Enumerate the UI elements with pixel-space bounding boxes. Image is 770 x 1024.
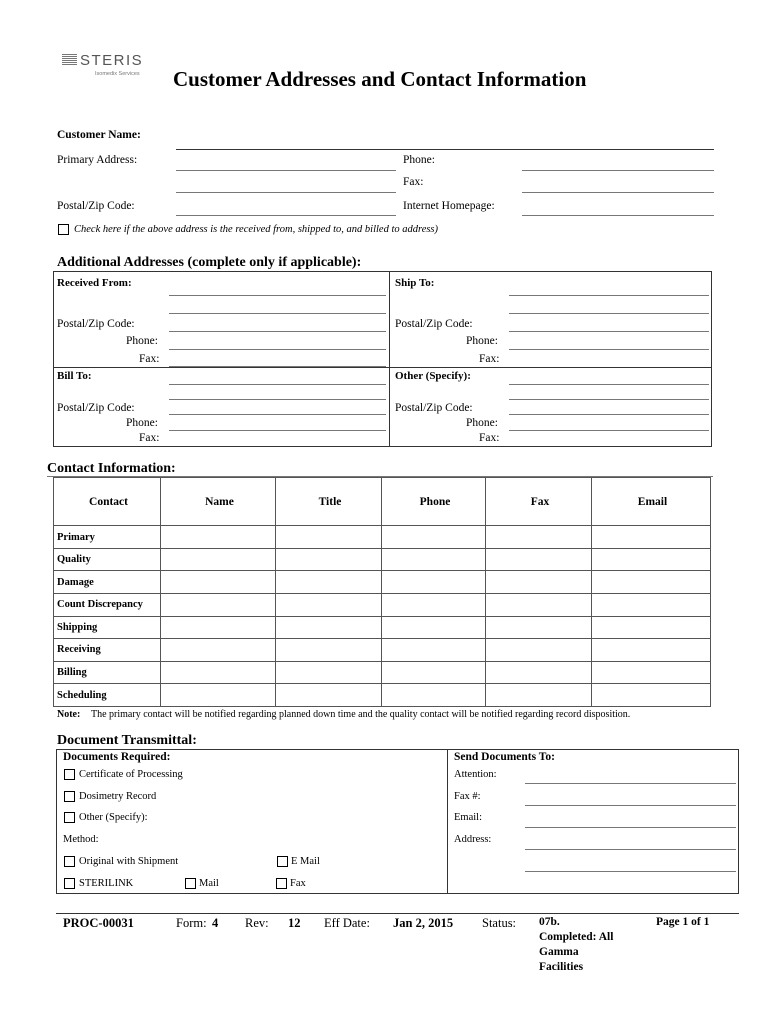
received-from-phone-field[interactable] [169,349,386,350]
cell[interactable] [276,593,382,616]
homepage-field[interactable] [522,215,714,216]
mail-label: Mail [199,878,219,889]
eff-date-label: Eff Date: [324,916,370,930]
phone-field[interactable] [522,170,714,171]
fax-number-label: Fax #: [454,791,481,802]
email-method-checkbox[interactable] [277,856,288,867]
cell[interactable] [276,571,382,594]
address-label: Address: [454,834,492,845]
other-address-phone-label: Phone: [466,417,498,429]
logo-subtext: Isomedix Services [95,71,140,77]
additional-addresses-divider [389,271,390,447]
ship-to-fax-label: Fax: [479,353,500,365]
cell[interactable] [276,661,382,684]
fax-method-checkbox[interactable] [276,878,287,889]
cell[interactable] [161,639,276,662]
received-from-fax-field[interactable] [169,366,386,367]
fax-method-label: Fax [290,878,306,889]
ship-to-postal-field[interactable] [509,331,709,332]
attention-field[interactable] [525,783,736,784]
other-address-line-2[interactable] [509,399,709,400]
cell[interactable] [486,616,592,639]
cell[interactable] [486,548,592,571]
cell[interactable] [486,684,592,707]
other-address-postal-label: Postal/Zip Code: [395,402,473,414]
address-line-2[interactable] [525,871,736,872]
other-doc-checkbox[interactable] [64,812,75,823]
other-address-label: Other (Specify): [395,370,471,382]
table-row [54,571,711,594]
fax-label: Fax: [403,176,424,188]
dosimetry-label: Dosimetry Record [79,791,157,802]
table-row [54,639,711,662]
attention-label: Attention: [454,769,497,780]
customer-name-label: Customer Name: [57,129,141,141]
rev-label: Rev: [245,916,269,930]
cell[interactable] [161,571,276,594]
status-value-2: Completed: All [539,931,614,943]
received-from-label: Received From: [57,277,132,289]
bill-to-fax-label: Fax: [139,432,160,444]
postal-code-label: Postal/Zip Code: [57,200,135,212]
ship-to-line-2[interactable] [509,313,709,314]
method-label: Method: [63,834,99,845]
cell[interactable] [486,639,592,662]
send-documents-label: Send Documents To: [454,751,555,763]
cell[interactable] [382,661,486,684]
email-field[interactable] [525,827,736,828]
cell[interactable] [592,639,711,662]
col-title: Title [276,478,382,526]
other-address-phone-field[interactable] [509,430,709,431]
cell[interactable] [161,616,276,639]
address-line-1[interactable] [525,849,736,850]
bill-to-postal-label: Postal/Zip Code: [57,402,135,414]
row-label: Scheduling [54,684,161,707]
cell[interactable] [161,526,276,549]
cell[interactable] [161,593,276,616]
sterilink-checkbox[interactable] [64,878,75,889]
customer-name-field[interactable] [176,149,714,150]
note-label: Note: [57,709,81,720]
email-label: Email: [454,812,482,823]
bill-to-phone-field[interactable] [169,430,386,431]
table-row [54,661,711,684]
row-label: Receiving [54,639,161,662]
cell[interactable] [382,571,486,594]
col-email: Email [592,478,711,526]
cell[interactable] [592,661,711,684]
bill-to-phone-label: Phone: [126,417,158,429]
steris-logo-icon [62,54,77,66]
row-label: Primary [54,526,161,549]
other-address-postal-field[interactable] [509,414,709,415]
status-value-4: Facilities [539,961,584,973]
received-from-line-2[interactable] [169,313,386,314]
ship-to-postal-label: Postal/Zip Code: [395,318,473,330]
bill-to-line-2[interactable] [169,399,386,400]
additional-addresses-heading: Additional Addresses (complete only if applicable): [57,255,362,270]
row-label: Shipping [54,616,161,639]
primary-address-line-1[interactable] [176,170,396,171]
other-address-fax-label: Fax: [479,432,500,444]
sterilink-label: STERILINK [79,878,134,889]
rev-value: 12 [288,916,301,930]
other-address-line-1[interactable] [509,384,709,385]
footer-rule [56,913,739,914]
cell[interactable] [161,684,276,707]
cell[interactable] [486,593,592,616]
fax-number-field[interactable] [525,805,736,806]
cell[interactable] [486,526,592,549]
ship-to-phone-field[interactable] [509,349,709,350]
contact-table [53,477,711,707]
row-label: Billing [54,661,161,684]
homepage-label: Internet Homepage: [403,200,495,212]
primary-address-label: Primary Address: [57,154,138,166]
cell[interactable] [382,639,486,662]
ship-to-label: Ship To: [395,277,435,289]
received-from-postal-field[interactable] [169,331,386,332]
row-label: Quality [54,548,161,571]
cell[interactable] [276,684,382,707]
received-from-phone-label: Phone: [126,335,158,347]
col-fax: Fax [486,478,592,526]
cell[interactable] [382,684,486,707]
ship-to-line-1[interactable] [509,295,709,296]
received-from-fax-label: Fax: [139,353,160,365]
ship-to-phone-label: Phone: [466,335,498,347]
table-row [54,526,711,549]
bill-to-label: Bill To: [57,370,92,382]
cell[interactable] [161,548,276,571]
col-name: Name [161,478,276,526]
additional-addresses-hdivider [53,367,712,368]
cell[interactable] [486,571,592,594]
cell[interactable] [276,548,382,571]
cell[interactable] [382,593,486,616]
cell[interactable] [592,571,711,594]
cell[interactable] [486,661,592,684]
proc-number: PROC-00031 [63,916,134,930]
transmittal-divider [447,749,448,894]
table-row [54,593,711,616]
cell[interactable] [592,548,711,571]
received-from-line-1[interactable] [169,295,386,296]
cell[interactable] [276,639,382,662]
same-address-checkbox[interactable] [58,224,69,235]
primary-address-line-2[interactable] [176,192,396,193]
original-shipment-label: Original with Shipment [79,856,179,867]
fax-field[interactable] [522,192,714,193]
status-value-1: 07b. [539,916,560,928]
cell[interactable] [382,616,486,639]
cell[interactable] [276,526,382,549]
row-label: Damage [54,571,161,594]
original-shipment-checkbox[interactable] [64,856,75,867]
logo-text: STERIS [80,52,144,69]
col-phone: Phone [382,478,486,526]
status-label: Status: [482,916,517,930]
mail-checkbox[interactable] [185,878,196,889]
page-number: Page 1 of 1 [656,916,710,928]
row-label: Count Discrepancy [54,593,161,616]
cell[interactable] [382,548,486,571]
received-from-postal-label: Postal/Zip Code: [57,318,135,330]
same-address-note: Check here if the above address is the received from, shipped to, and billed to address) [74,224,439,235]
cell[interactable] [161,661,276,684]
email-method-label: E Mail [291,856,320,867]
table-row [54,616,711,639]
cell[interactable] [592,593,711,616]
cell[interactable] [592,526,711,549]
postal-code-field[interactable] [176,215,396,216]
certificate-checkbox[interactable] [64,769,75,780]
table-header-row [54,478,711,526]
bill-to-postal-field[interactable] [169,414,386,415]
cell[interactable] [592,684,711,707]
cell[interactable] [592,616,711,639]
form-label: Form: [176,916,207,930]
note-text: The primary contact will be notified regarding planned down time and the quality contact will be notified regarding record disposition. [91,709,631,720]
phone-label: Phone: [403,154,435,166]
documents-required-label: Documents Required: [63,751,171,763]
cell[interactable] [276,616,382,639]
other-doc-label: Other (Specify): [79,812,148,823]
form-value: 4 [212,916,219,930]
status-value-3: Gamma [539,946,579,958]
bill-to-line-1[interactable] [169,384,386,385]
contact-info-heading: Contact Information: [47,461,176,476]
certificate-label: Certificate of Processing [79,769,183,780]
table-row [54,684,711,707]
cell[interactable] [382,526,486,549]
table-row [54,548,711,571]
col-contact: Contact [54,478,161,526]
page-title: Customer Addresses and Contact Information [173,67,587,91]
eff-date-value: Jan 2, 2015 [393,916,454,930]
dosimetry-checkbox[interactable] [64,791,75,802]
transmittal-heading: Document Transmittal: [57,733,197,748]
